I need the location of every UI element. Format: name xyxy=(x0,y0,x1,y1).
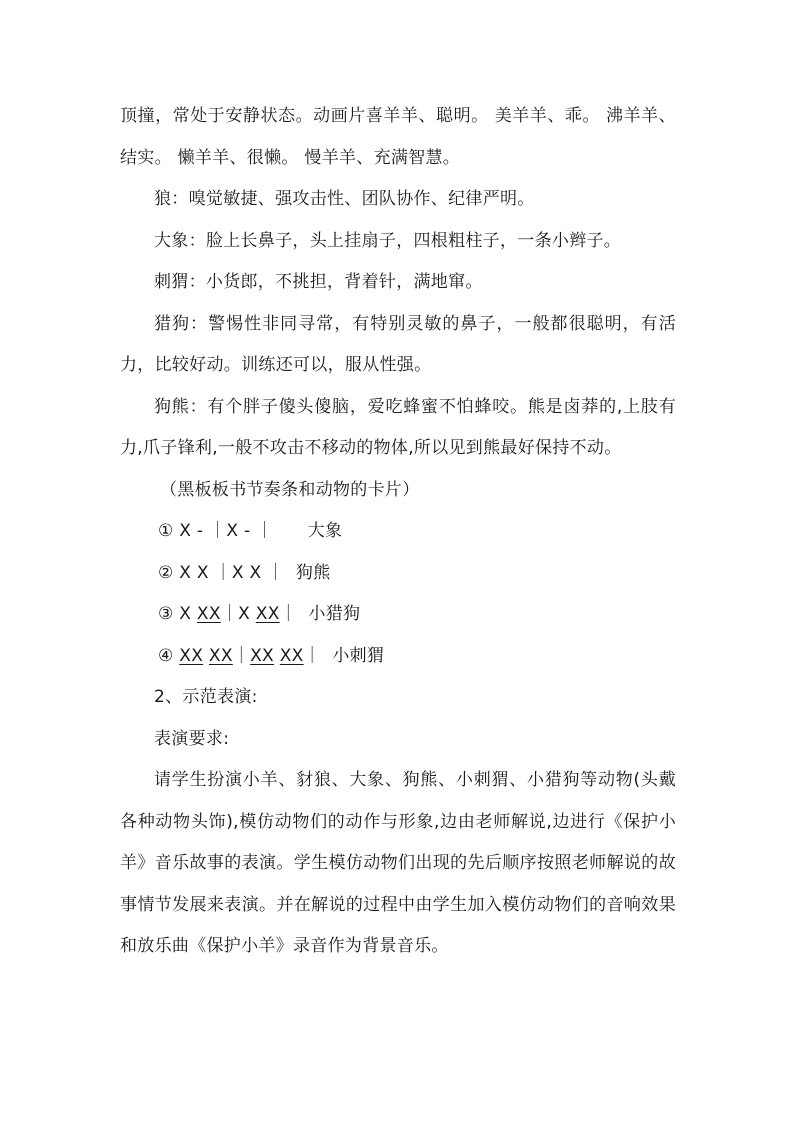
paragraph-wolf: 狼：嗅觉敏捷、强攻击性、团队协作、纪律严明。 xyxy=(154,189,535,209)
rhythm-animal: 大象 xyxy=(307,521,343,541)
rhythm-line-1 xyxy=(120,511,676,553)
rhythm-animal: 狗熊 xyxy=(295,562,331,583)
rhythm-animal: 小刺猬 xyxy=(332,645,385,666)
rhythm-marker: ① xyxy=(158,521,174,541)
paragraph-sheep: 顶撞，常处于安静状态。动画片喜羊羊、聪明。 美羊羊、乖。 沸羊羊、结实。 懒羊羊、很懒。 慢羊羊、充满智慧。 xyxy=(120,106,676,168)
paragraph-hound: 猎狗：警惕性非同寻常，有特别灵敏的鼻子，一般都很聪明，有活力，比较好动。训练还可以，服从性强。 xyxy=(120,313,676,375)
rhythm-line-4 xyxy=(120,636,676,678)
rhythm-marker: ③ xyxy=(158,604,174,624)
section-heading: 2、示范表演: xyxy=(154,687,258,707)
paragraph-elephant: 大象：脸上长鼻子，头上挂扇子，四根粗柱子，一条小辫子。 xyxy=(154,230,622,251)
rhythm-note: X xyxy=(179,604,197,624)
rhythm-pattern: X X ｜X X ｜ xyxy=(179,562,285,583)
rhythm-marker: ② xyxy=(158,562,174,583)
rhythm-barline: ｜ xyxy=(232,645,251,666)
rhythm-line-3 xyxy=(120,594,676,636)
rhythm-note: ｜X xyxy=(220,604,256,624)
document-body xyxy=(120,96,676,968)
rhythm-pattern: X - ｜X - ｜ xyxy=(179,521,274,541)
requirements-label: 表演要求: xyxy=(154,728,230,749)
paragraph-hedgehog: 刺猬：小货郎，不挑担，背着针，满地窜。 xyxy=(154,272,483,292)
paragraph-bear: 狗熊：有个胖子傻头傻脑，爱吃蜂蜜不怕蜂咬。熊是卤莽的,上肢有力,爪子锋利,一般不攻击不移动的物体,所以见到熊最好保持不动。 xyxy=(120,396,676,458)
blackboard-note: （黑板板书节奏条和动物的卡片） xyxy=(160,479,420,500)
rhythm-line-2 xyxy=(120,553,676,595)
rhythm-animal: 小猎狗 xyxy=(308,604,361,624)
rhythm-barline: ｜ xyxy=(279,604,297,624)
rhythm-note-underlined: XX xyxy=(179,645,204,666)
rhythm-note-underlined: XX xyxy=(255,604,280,624)
rhythm-note-underlined: XX xyxy=(279,645,304,666)
rhythm-note-underlined: XX xyxy=(208,645,233,666)
rhythm-note-underlined: XX xyxy=(250,645,275,666)
rhythm-barline: ｜ xyxy=(303,645,321,666)
rhythm-note-underlined: XX xyxy=(196,604,221,624)
requirements-text: 请学生扮演小羊、豺狼、大象、狗熊、小刺猬、小猎狗等动物(头戴各种动物头饰),模仿动物们的动作与形象,边由老师解说,边进行《保护小羊》音乐故事的表演。学生模仿动物们出现的先后顺序按照老师解说的故事情节发展来表演。并在解说的过程中由学生加入模仿动物们的音响效果和放乐曲《保护小羊》录音作为背景音乐。 xyxy=(120,770,676,956)
rhythm-marker: ④ xyxy=(158,645,174,666)
